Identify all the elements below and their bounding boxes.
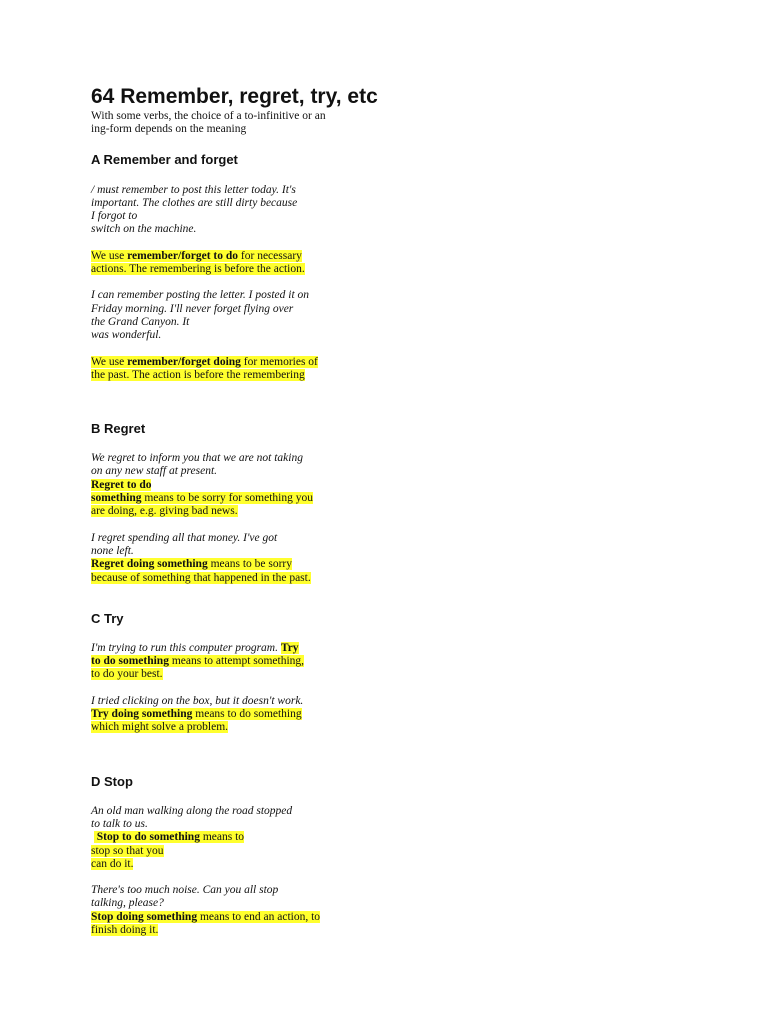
rule-text: means to end an action, to [197,910,321,923]
rule-text: to do your best. [91,668,163,681]
example-line: We regret to inform you that we are not taking [91,452,303,465]
example-line: none left. [91,544,134,557]
rule-key-phrase: Regret to do [91,478,152,491]
section-a-example-1 [91,184,391,237]
rule-text: for necessary [238,249,302,262]
rule-text: actions. The remembering is before the action. [91,263,305,276]
rule-key-phrase: Stop to do something [96,831,200,844]
section-b-example-1 [91,452,391,479]
example-line: I regret spending all that money. I've got [91,531,278,544]
section-b-rule-2 [91,558,391,585]
section-d-example-1 [91,805,391,832]
rule-key-phrase: Try [280,641,299,654]
example-line: the Grand Canyon. It [91,315,190,328]
example-line: I'm trying to run this computer program. [91,641,278,654]
section-b-heading: B Regret [91,421,146,437]
rule-text: means to do something [192,708,302,721]
rule-text: stop so that you [91,844,164,857]
section-d-example-2 [91,884,391,911]
rule-text: finish doing it. [91,923,159,936]
section-a-rule-2 [91,356,391,383]
example-line: Friday morning. I'll never forget flying over [91,302,294,315]
section-b-rule-1 [91,479,391,519]
section-c-rule-2 [91,708,391,735]
section-c-heading: C Try [91,610,124,626]
document-page [91,84,391,937]
rule-text: means to be sorry for something you [141,492,313,505]
section-d-heading: D Stop [91,773,133,789]
example-line: An old man walking along the road stopped [91,804,293,817]
rule-text: which might solve a problem. [91,721,229,734]
rule-key-phrase: to do something [91,655,169,668]
example-line: There's too much noise. Can you all stop [91,884,279,897]
rule-key-phrase: remember/forget doing [127,355,241,368]
section-c-example-2 [91,695,391,708]
rule-key-phrase: Try doing something [91,708,193,721]
section-d-rule-1 [91,831,391,871]
rule-text: can do it. [91,857,134,870]
rule-key-phrase: remember/forget to do [127,249,239,262]
section-a-rule-1 [91,250,391,277]
rule-text: We use [91,355,128,368]
rule-text: means to be sorry [207,558,293,571]
rule-text: are doing, e.g. giving bad news. [91,505,238,518]
section-b-example-2 [91,532,391,559]
section-c-example-and-rule-1 [91,642,391,682]
example-line: switch on the machine. [91,223,197,236]
rule-key-phrase: Regret doing something [91,558,208,571]
example-line: on any new staff at present. [91,465,218,478]
section-a-heading: A Remember and forget [91,151,238,167]
rule-text: because of something that happened in the past. [91,571,311,584]
rule-key-phrase: something [91,492,142,505]
rule-text: means to attempt something, [168,655,305,668]
example-line: I can remember posting the letter. I posted it on [91,289,310,302]
page-title: 64 Remember, regret, try, etc [91,85,378,108]
intro-line: With some verbs, the choice of a to-infinitive or an [91,110,326,122]
example-line: to talk to us. [91,817,148,830]
section-a-example-2 [91,289,391,342]
intro-line: ing-form depends on the meaning [91,123,247,136]
example-line: / must remember to post this letter today. It's [91,183,296,196]
example-line: talking, please? [91,897,164,910]
rule-text: the past. The action is before the remembering [91,368,305,381]
section-d-rule-2 [91,911,391,938]
rule-text: We use [91,249,128,262]
rule-text: for memories of [240,355,318,368]
example-line: I forgot to [91,210,138,223]
example-line: was wonderful. [91,329,162,342]
rule-key-phrase: Stop doing something [91,910,198,923]
rule-text: means to [199,831,245,844]
example-line: important. The clothes are still dirty because [91,196,298,209]
intro-text [91,110,391,137]
example-line: I tried clicking on the box, but it doesn't work. [91,694,304,707]
